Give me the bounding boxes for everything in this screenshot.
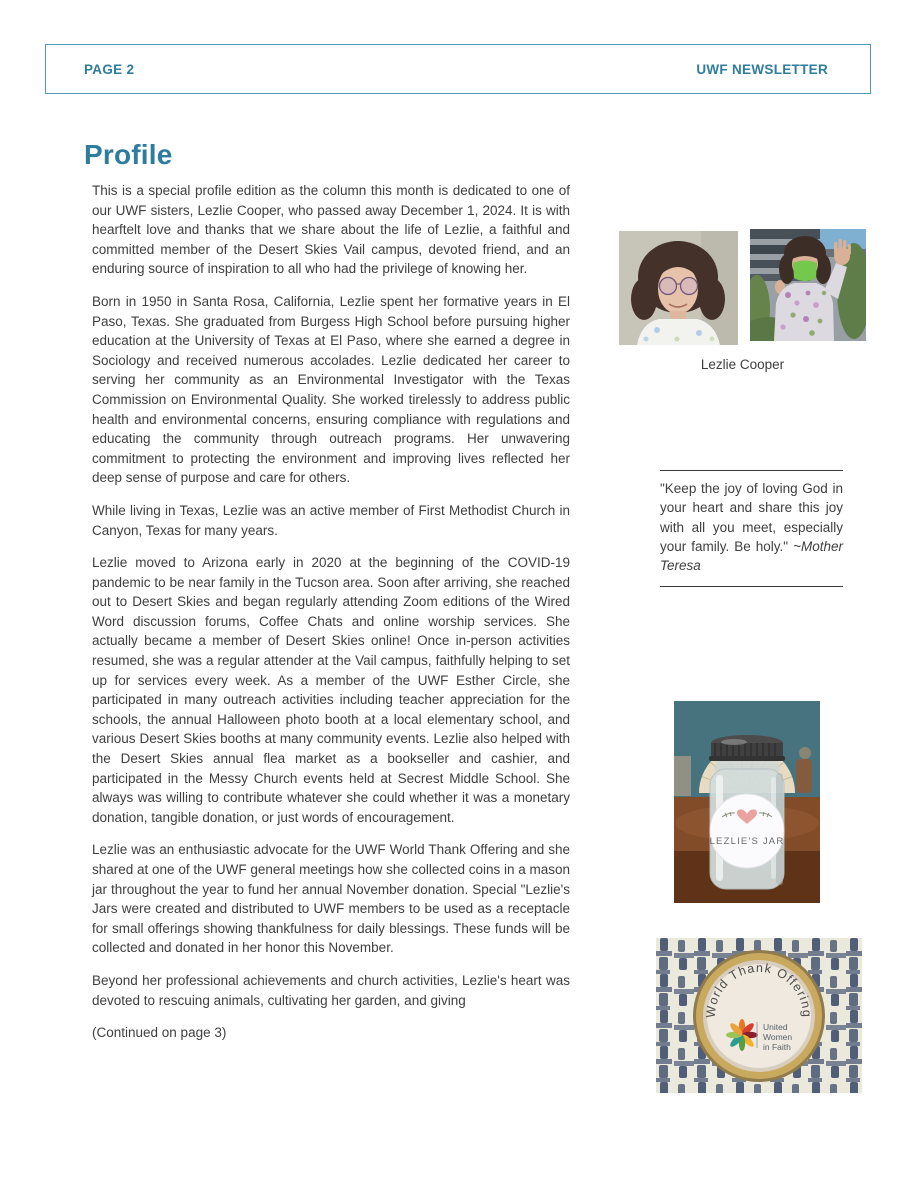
article-body xyxy=(92,181,570,1043)
quote-attribution: ~Mother Teresa xyxy=(660,538,843,574)
logo-line-2: Women xyxy=(763,1032,793,1042)
green-face-mask xyxy=(793,261,817,282)
pull-quote xyxy=(660,470,843,587)
logo-line-3: in Faith xyxy=(763,1042,791,1052)
photo-caption: Lezlie Cooper xyxy=(700,357,785,372)
article-paragraph: Born in 1950 in Santa Rosa, California, Lezlie spent her formative years in El Paso, Texas. She graduated from Burgess High School before pursuing higher education at the University of Texas at El Paso, where she earned a degree in Sociology and received numerous accolades. Lezlie dedicated her career to serving her community as an Environmental Investigator with the Texas Commission on Environmental Quality. She worked tirelessly to address public health and environmental concerns, ensuring compliance with regulations and educating the community through outreach programs. Her unwavering commitment to protecting the environment and improving lives reflected her deep sense of purpose and care for others. xyxy=(92,293,570,486)
article-paragraph: This is a special profile edition as the column this month is dedicated to one of our UWF sisters, Lezlie Cooper, who passed away December 1, 2024. It is with hearftelt love and thanks that we share about the life of Lezlie, a faithful and committed member of the Desert Skies Vail campus, devoted friend, and an enduring source of inspiration to all who had the privilege of knowing her. xyxy=(92,183,570,277)
page-header xyxy=(45,44,871,94)
article-paragraph: Lezlie was an enthusiastic advocate for the UWF World Thank Offering and she shared at one of the UWF general meetings how she collected coins in a mason jar throughout the year to fund her annual November donation. Special "Lezlie's Jars were created and distributed to UWF members to be used as a receptacle for small offerings showing thankfulness for daily blessings. These funds will be collected and donated in her honor this November. xyxy=(92,842,571,956)
jar-label xyxy=(710,794,785,868)
photo-lezlies-jar xyxy=(674,701,820,903)
article-paragraph: Beyond her professional achievements and church activities, Lezlie's heart was devoted to rescuing animals, cultivating her garden, and giving xyxy=(92,972,570,1008)
photo-lezlie-waving xyxy=(750,229,866,341)
jar-illustration xyxy=(674,701,820,903)
continued-note: (Continued on page 3) xyxy=(92,1025,227,1041)
lid-illustration xyxy=(656,938,862,1093)
section-title: Profile xyxy=(84,139,173,170)
waving-illustration xyxy=(750,229,866,341)
logo-line-1: United xyxy=(763,1022,788,1032)
article-paragraph: While living in Texas, Lezlie was an active member of First Methodist Church in Canyon, Texas for many years. xyxy=(92,502,570,538)
newsletter-title-label: UWF NEWSLETTER xyxy=(696,61,828,77)
photo-world-thank-offering-lid xyxy=(656,938,862,1093)
quote-text: "Keep the joy of loving God in your heart and share this joy with all you meet, especially your family. Be holy." xyxy=(660,481,843,554)
headshot-illustration xyxy=(619,231,738,345)
uwf-logo-mark xyxy=(726,1019,758,1051)
photo-lezlie-headshot xyxy=(619,231,738,345)
jar-label-text: LEZLIE'S JAR xyxy=(709,836,785,847)
article-paragraph: Lezlie moved to Arizona early in 2020 at the beginning of the COVID-19 pandemic to be near family in the Tucson area. Soon after arriving, she reached out to Desert Skies and began regularly attending Zoom editions of the Wired Word discussion forums, Coffee Chats and online worship services. She actually became a member of Desert Skies online! Once in-person activities resumed, she was a regular attender at the Vail campus, faithfully helping to set up for services every week. As a member of the UWF Esther Circle, she participated in many outreach activities including teacher appreciation for the schools, the annual Halloween photo booth at a local elementary school, and various Desert Skies booths at many community events. Lezlie also helped with the Desert Skies annual flea market as a bookseller and cashier, and participated in the Messy Church events held at Secrest Middle School. She always was willing to contribute whatever she could whether it was a monetary donation, tangible donation, or just words of encouragement. xyxy=(92,555,570,825)
glasses xyxy=(660,278,677,295)
page-number-label: PAGE 2 xyxy=(84,61,135,77)
lid-arc-text: World Thank Offering xyxy=(703,960,815,1019)
